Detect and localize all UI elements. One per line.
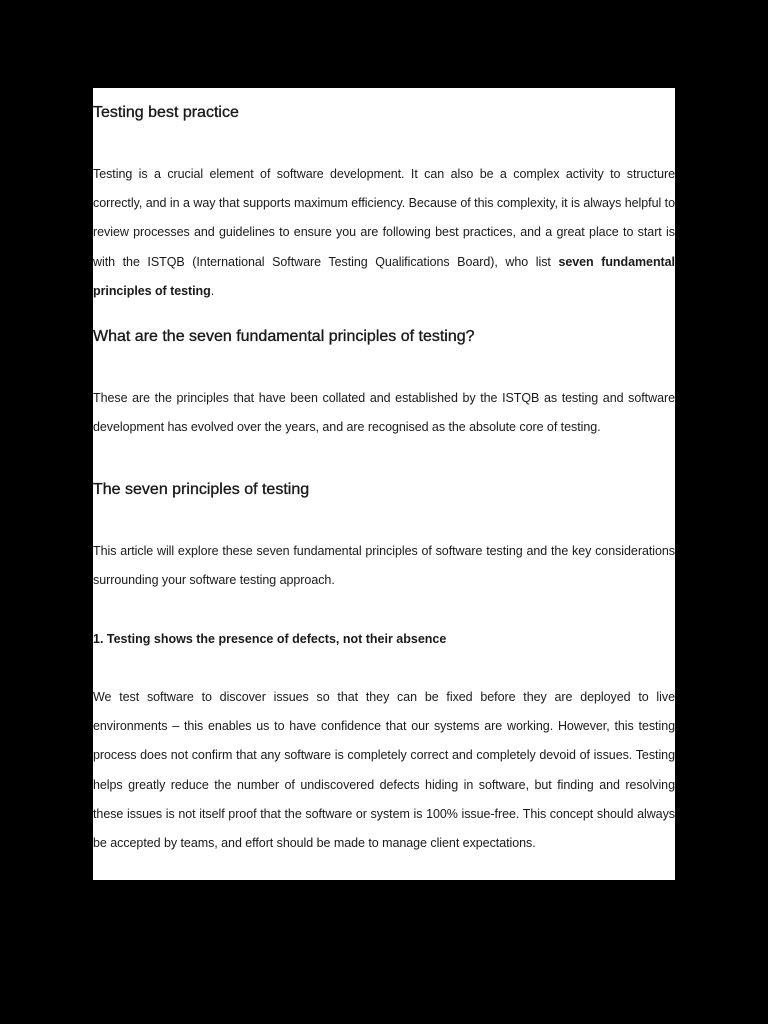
- principles-intro-paragraph: These are the principles that have been collated and established by the ISTQB as testing and software development has evolved over the years, and are recognised as the absolute core of testing.: [93, 391, 675, 435]
- document-page: [93, 88, 675, 880]
- intro-paragraph: [93, 160, 675, 306]
- page-title: Testing best practice: [93, 104, 239, 121]
- article-intro-paragraph: This article will explore these seven fundamental principles of software testing and the key considerations surrounding your software testing approach.: [93, 544, 675, 588]
- intro-text-end: .: [210, 283, 215, 298]
- section-heading-principles-question: What are the seven fundamental principles of testing?: [93, 328, 475, 345]
- section-heading-seven-principles: The seven principles of testing: [93, 481, 310, 498]
- intro-text: Testing is a crucial element of software development. It can also be a complex activity to structure correctly, and in a way that supports maximum efficiency. Because of this complexity, it is always helpful to review processes and guidelines to ensure you are following best practices, and a great place to start is with the ISTQB (International Software Testing Qualifications Board), who list: [93, 167, 675, 269]
- principle-1-heading: 1. Testing shows the presence of defects, not their absence: [93, 632, 447, 646]
- intro-bold-text: seven fundamental principles of testing: [93, 254, 675, 298]
- principle-1-paragraph: We test software to discover issues so that they can be fixed before they are deployed to live environments – this enables us to have confidence that our systems are working. However, this testing process does not confirm that any software is completely correct and completely devoid of issues. Testing helps greatly reduce the number of undiscovered defects hiding in software, but finding and resolving these issues is not itself proof that the software or system is 100% issue-free. This concept should always be accepted by teams, and effort should be made to manage client expectations.: [93, 690, 675, 851]
